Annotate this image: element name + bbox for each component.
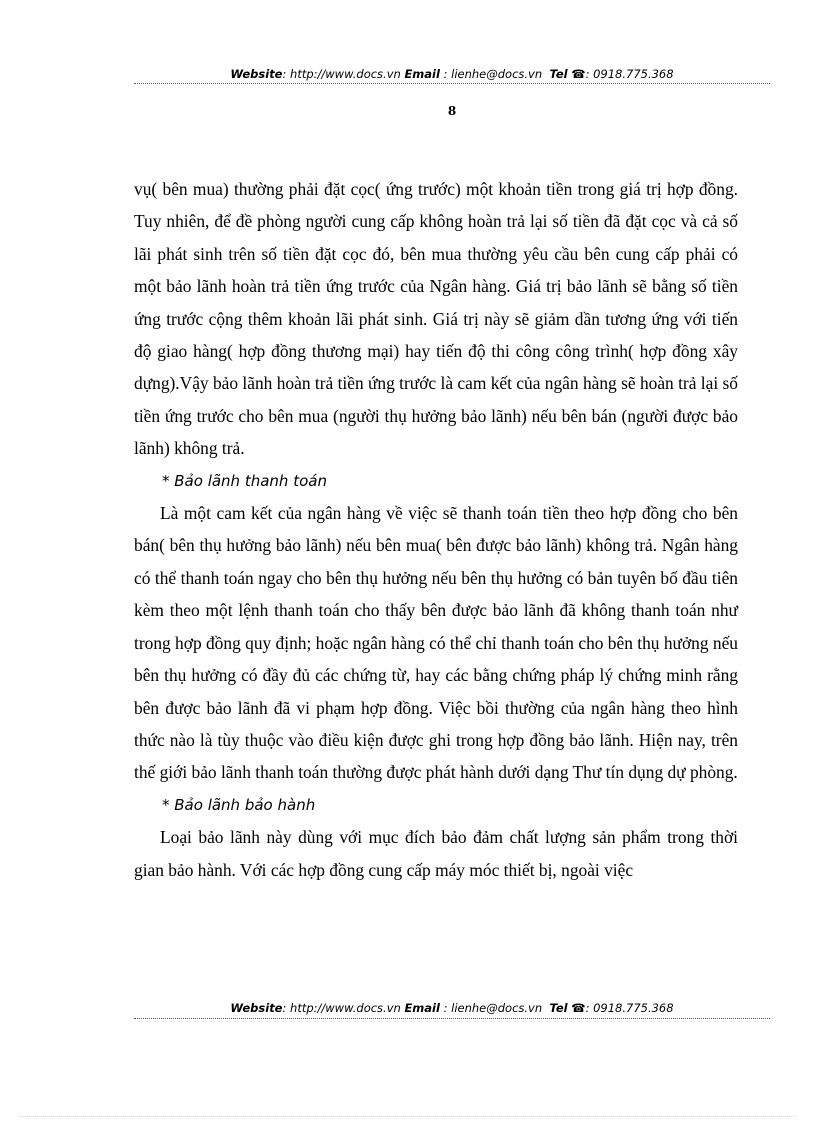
- website-value: : http://www.docs.vn: [282, 67, 401, 81]
- email-value: : lienhe@docs.vn: [443, 1001, 543, 1015]
- tel-value: : 0918.775.368: [585, 67, 674, 81]
- footer-divider: [134, 1018, 770, 1019]
- tel-label: Tel: [549, 1001, 568, 1015]
- paragraph: Là một cam kết của ngân hàng về việc sẽ thanh toán tiền theo hợp đồng cho bên bán( bên thụ hưởng bảo lãnh) nếu bên mua( bên được bảo lãnh) không trả. Ngân hàng có thể thanh toán ngay cho bên thụ hưởng nếu bên thụ hưởng có bản tuyên bố đầu tiên kèm theo một lệnh thanh toán cho thấy bên được bảo lãnh đã không thanh toán như trong hợp đồng quy định; hoặc ngân hàng có thể chỉ thanh toán cho bên thụ hưởng nếu bên thụ hưởng có đầy đủ các chứng từ, hay các bằng chứng pháp lý chứng minh rằng bên được bảo lãnh đã vi phạm hợp đồng. Việc bồi thường của ngân hàng theo hình thức nào là tùy thuộc vào điều kiện được ghi trong hợp đồng bảo lãnh. Hiện nay, trên thế giới bảo lãnh thanh toán thường được phát hành dưới dạng Thư tín dụng dự phòng.: [134, 503, 739, 783]
- page-number: 8: [447, 104, 457, 118]
- tel-value: : 0918.775.368: [585, 1001, 674, 1015]
- website-label: Website: [230, 1001, 283, 1015]
- section-heading: * Bảo lãnh bảo hành: [162, 795, 316, 814]
- paragraph: vụ( bên mua) thường phải đặt cọc( ứng trước) một khoản tiền trong giá trị hợp đồng. Tuy nhiên, để đề phòng người cung cấp không hoàn trả lại số tiền đã đặt cọc và cả số lãi phát sinh trên số tiền đặt cọc đó, bên mua thường yêu cầu bên cung cấp phải có một bảo lãnh hoàn trả tiền ứng trước của Ngân hàng. Giá trị bảo lãnh sẽ bằng số tiền ứng trước cộng thêm khoản lãi phát sinh. Giá trị này sẽ giảm dần tương ứng với tiến độ giao hàng( hợp đồng thương mại) hay tiến độ thi công công trình( hợp đồng xây dựng).Vậy bảo lãnh hoàn trả tiền ứng trước là cam kết của ngân hàng sẽ hoàn trả lại số tiền ứng trước cho bên mua (người thụ hưởng bảo lãnh) nếu bên bán (người được bảo lãnh) không trả.: [134, 179, 738, 459]
- section-heading: * Bảo lãnh thanh toán: [162, 471, 327, 490]
- header-divider: [134, 83, 770, 84]
- email-value: : lienhe@docs.vn: [443, 67, 543, 81]
- email-label: Email: [404, 67, 440, 81]
- document-body: [134, 173, 738, 886]
- page-header: [134, 66, 770, 82]
- tel-label: Tel: [549, 67, 568, 81]
- website-value: : http://www.docs.vn: [282, 1001, 401, 1015]
- telephone-icon: ☎: [571, 1001, 586, 1015]
- telephone-icon: ☎: [571, 67, 586, 81]
- email-label: Email: [404, 1001, 440, 1015]
- website-label: Website: [230, 67, 283, 81]
- page-edge-divider: [20, 1116, 796, 1117]
- paragraph: Loại bảo lãnh này dùng với mục đích bảo đảm chất lượng sản phẩm trong thời gian bảo hành. Với các hợp đồng cung cấp máy móc thiết bị, ngoài việc: [134, 827, 738, 880]
- page-footer: [134, 1000, 770, 1016]
